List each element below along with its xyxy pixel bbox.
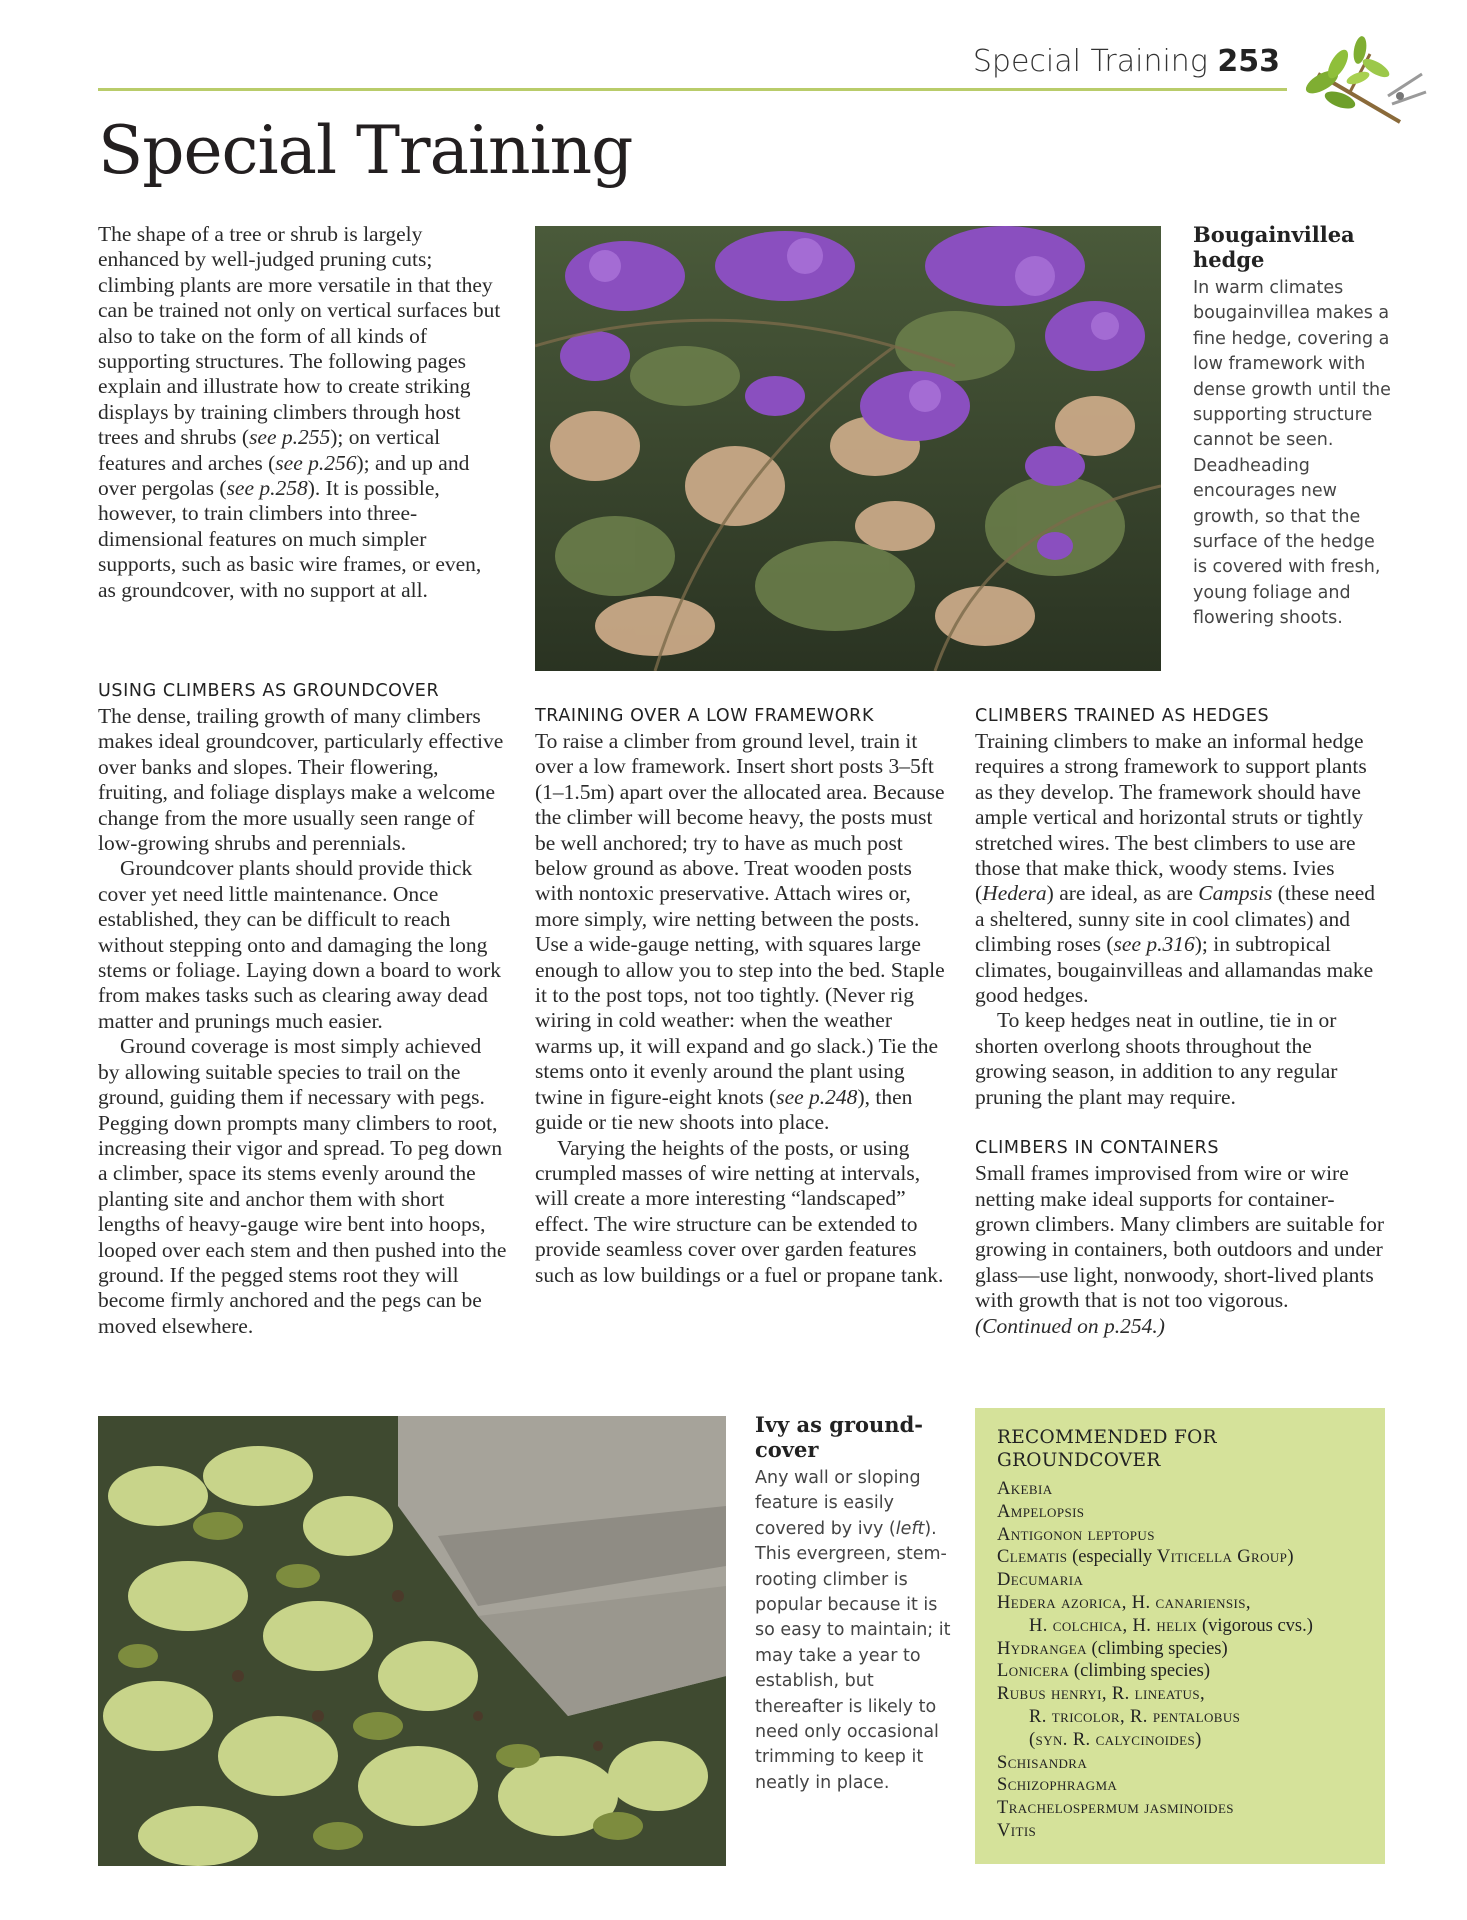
list-item: Trachelospermum jasminoides: [997, 1798, 1234, 1819]
list-item: Hedera azorica, H. canariensis,: [997, 1592, 1251, 1613]
list-item: Decumaria: [997, 1570, 1084, 1591]
list-item: Vitis: [997, 1820, 1037, 1841]
containers-paragraph: Small frames improvised from wire or wire netting make ideal supports for container-grown climbers. Many climbers are suitable for growing in containers, both outdoors and under glass—use light, nonwoody, short-lived plants with growth that is not too vigorous. (Continued on p.254.): [975, 1161, 1384, 1338]
list-item: Rubus henryi, R. lineatus,: [997, 1684, 1205, 1705]
running-head: [880, 44, 1280, 79]
recommended-list: [997, 1478, 1377, 1843]
framework-paragraph-2: Varying the heights of the posts, or using crumpled masses of wire netting at intervals, will create a more interesting “landscaped” effect. The wire structure can be extended to provide seamless cover over garden features such as low buildings or a fuel or propane tank.: [535, 1135, 944, 1287]
list-item: H. colchica, H. helix (vigorous cvs.): [1029, 1615, 1313, 1636]
groundcover-paragraph-3: Ground coverage is most simply achieved by allowing suitable species to trail on the ground, guiding them if necessary with pegs. Pegging down prompts many climbers to root, increasing their vigor and spread. To peg down a climber, space its stems evenly around the planting site and anchor them with short lengths of heavy-gauge wire bent into hoops, looped over each stem and then pushed into the ground. If the pegged stems root they will become firmly anchored and the pegs can be moved elsewhere.: [98, 1034, 507, 1338]
groundcover-paragraph-1: The dense, trailing growth of many climbers makes ideal groundcover, particularly effective over banks and slopes. Their flowering, fruiting, and foliage displays make a welcome change from the more usually seen range of low-growing shrubs and perennials.: [98, 704, 504, 856]
groundcover-section: [98, 679, 508, 1339]
running-head-section: Special Training: [972, 44, 1208, 79]
ivy-caption: [755, 1412, 955, 1796]
recommended-title: RECOMMENDED FOR GROUNDCOVER: [997, 1427, 1217, 1471]
list-item: (syn. R. calycinoides): [1029, 1729, 1202, 1750]
hedges-section: [975, 704, 1387, 1339]
groundcover-paragraph-2: Groundcover plants should provide thick cover yet need little maintenance. Once established, they can be difficult to reach without stepping onto and damaging the long stems or foliage. Laying down a board to work from makes tasks such as clearing away dead matter and prunings much easier.: [98, 856, 502, 1033]
header-rule: [98, 88, 1287, 91]
bougainvillea-hedge-photo: [535, 226, 1161, 671]
containers-heading: CLIMBERS IN CONTAINERS: [975, 1138, 1220, 1159]
list-item: R. tricolor, R. pentalobus: [1029, 1706, 1241, 1727]
ivy-caption-title: Ivy as ground-cover: [755, 1412, 923, 1462]
list-item: Schizophragma: [997, 1775, 1118, 1796]
bougainvillea-caption-text: In warm climates bougainvillea makes a fine hedge, covering a low framework with dense growth until the supporting structure cannot be seen. Deadheading encourages new growth, so that the surface of the hedge is covered with fresh, young foliage and flowering shoots.: [1193, 278, 1391, 629]
framework-heading: TRAINING OVER A LOW FRAMEWORK: [535, 706, 875, 726]
hedges-paragraph-2: To keep hedges neat in outline, tie in or shorten overlong shoots throughout the growing season, in addition to any regular pruning the plant may require.: [975, 1008, 1338, 1109]
list-item: Clematis (especially Viticella Group): [997, 1547, 1294, 1568]
framework-paragraph-1: To raise a climber from ground level, train it over a low framework. Insert short posts 3–5ft (1–1.5m) apart over the allocated area. Because the climber will become heavy, the posts must be well anchored; try to have as much post below ground as above. Treat wooden posts with nontoxic preservative. Attach wires or, more simply, wire netting between the posts. Use a wide-gauge netting, with squares large enough to allow you to step into the bed. Staple it to the post tops, not too tightly. (Never rig wiring in cold weather: when the weather warms up, it will expand and go slack.) Tie the stems onto it evenly around the plant using twine in figure-eight knots (see p.248), then guide or tie new shoots into place.: [535, 729, 945, 1135]
pruning-leaf-icon: [1300, 34, 1430, 124]
ivy-caption-text: Any wall or sloping feature is easily covered by ivy (left). This evergreen, stem-rooting climber is popular because it is so easy to maintain; it may take a year to establish, but thereafter is likely to need only occasional trimming to keep it neatly in place.: [755, 1468, 951, 1793]
list-item: Antigonon leptopus: [997, 1524, 1155, 1545]
framework-section: [535, 704, 945, 1288]
page-title: Special Training: [98, 112, 633, 189]
list-item: Akebia: [997, 1479, 1053, 1499]
bougainvillea-caption: [1193, 222, 1393, 632]
groundcover-heading: USING CLIMBERS AS GROUNDCOVER: [98, 681, 440, 701]
list-item: Hydrangea (climbing species): [997, 1638, 1228, 1659]
hedges-paragraph-1: Training climbers to make an informal hedge requires a strong framework to support plants as they develop. The framework should have ample vertical and horizontal struts or tightly stretched wires. The best climbers to use are those that make thick, woody stems. Ivies (Hedera) are ideal, as are Campsis (these need a sheltered, sunny site in cool climates) and climbing roses (see p.316); in subtropical climates, bougainvilleas and allamandas make good hedges.: [975, 729, 1375, 1008]
list-item: Lonicera (climbing species): [997, 1661, 1211, 1682]
list-item: Ampelopsis: [997, 1501, 1085, 1522]
hedges-heading: CLIMBERS TRAINED AS HEDGES: [975, 706, 1270, 726]
ivy-groundcover-photo: [98, 1416, 726, 1866]
page-number: 253: [1217, 44, 1280, 79]
intro-text: The shape of a tree or shrub is largely enhanced by well-judged pruning cuts; climbing plants are more versatile in that they can be trained not only on vertical surfaces but also to take on the form of all kinds of supporting structures. The following pages explain and illustrate how to create striking displays by training climbers through host trees and shrubs (see p.255); on vertical features and arches (see p.256); and up and over pergolas (see p.258). It is possible, however, to train climbers into three-dimensional features on much simpler supports, such as basic wire frames, or even, as groundcover, with no support at all.: [98, 222, 501, 602]
recommended-groundcover-box: [975, 1408, 1385, 1864]
list-item: Schisandra: [997, 1752, 1088, 1773]
bougainvillea-caption-title: Bougainvillea hedge: [1193, 222, 1355, 272]
